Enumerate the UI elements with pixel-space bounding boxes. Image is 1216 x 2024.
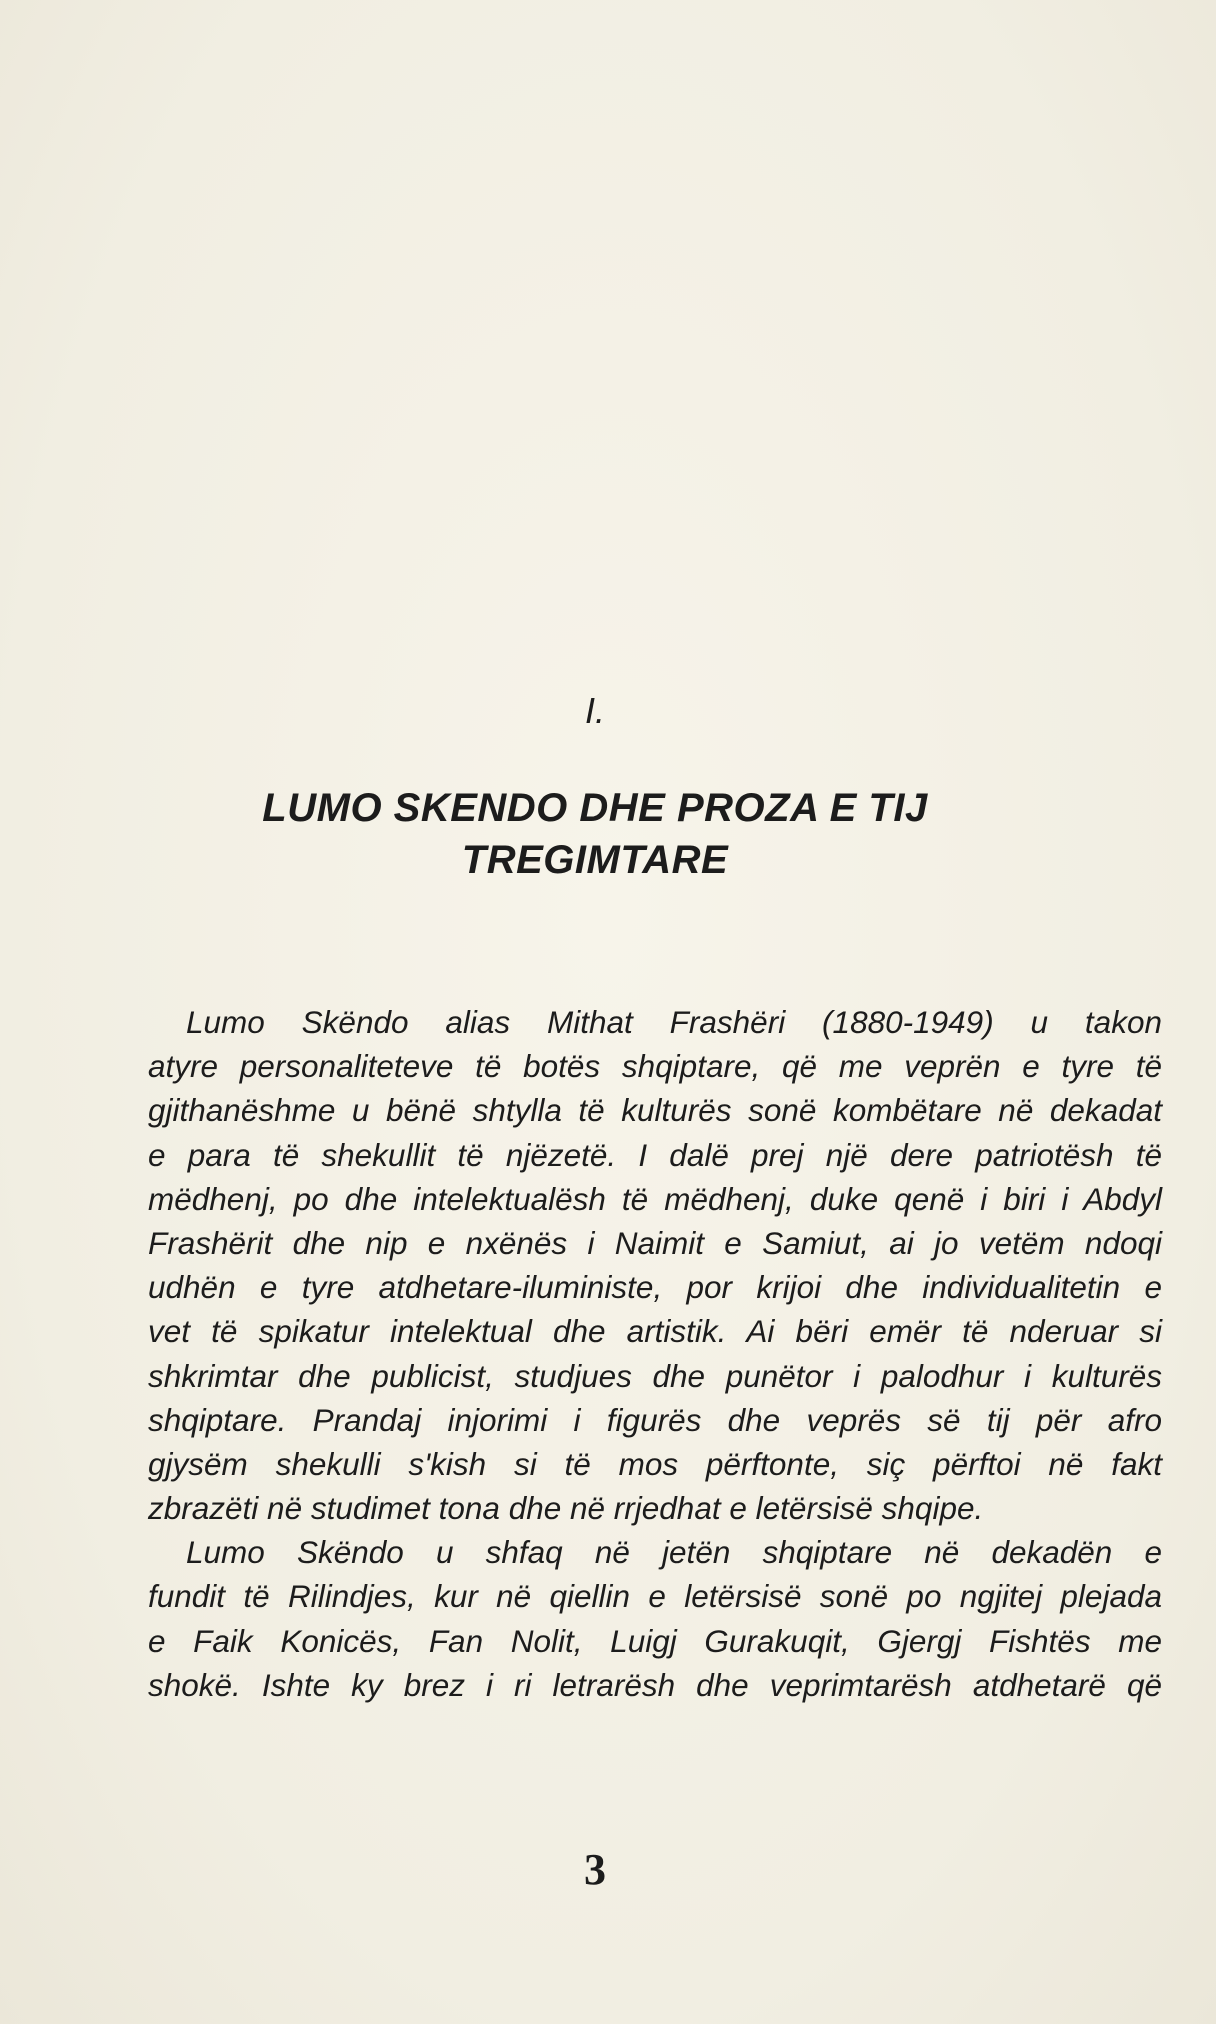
- text-line: shkrimtar dhe publicist, studjues dhe punëtor i palodhur i kulturës: [148, 1357, 1162, 1394]
- text-line: gjysëm shekulli s'kish si të mos përftonte, siç përftoi në fakt: [148, 1445, 1162, 1482]
- text-line: gjithanëshme u bënë shtylla të kulturës sonë kombëtare në dekadat: [148, 1092, 1162, 1129]
- chapter-title-line: LUMO SKENDO DHE PROZA E TIJ: [262, 786, 928, 830]
- text-line: Frashërit dhe nip e nxënës i Naimit e Samiut, ai jo vetëm ndoqi: [148, 1224, 1162, 1261]
- text-line: fundit të Rilindjes, kur në qiellin e letërsisë sonë po ngjitej plejada: [148, 1578, 1162, 1615]
- paragraph: [148, 1000, 1162, 1530]
- paragraph: [148, 1530, 1162, 1707]
- body-text: [148, 1000, 1162, 1707]
- text-line: Lumo Skëndo u shfaq në jetën shqiptare në dekadën e: [186, 1534, 1162, 1571]
- chapter-title-line: TREGIMTARE: [461, 838, 729, 882]
- chapter-number: I.: [584, 690, 605, 731]
- page-number: 3: [584, 1845, 606, 1894]
- text-line: e para të shekullit të njëzetë. I dalë prej një dere patriotësh të: [148, 1136, 1162, 1173]
- text-line: mëdhenj, po dhe intelektualësh të mëdhenj, duke qenë i biri i Abdyl: [148, 1180, 1162, 1217]
- chapter-title: [150, 782, 1040, 886]
- text-line: zbrazëti në studimet tona dhe në rrjedhat e letërsisë shqipe.: [148, 1490, 984, 1527]
- text-line: udhën e tyre atdhetare-iluministe, por krijoi dhe individualitetin e: [148, 1269, 1162, 1306]
- text-line: shokë. Ishte ky brez i ri letrarësh dhe veprimtarësh atdhetarë që: [148, 1666, 1162, 1703]
- text-line: e Faik Konicës, Fan Nolit, Luigj Gurakuqit, Gjergj Fishtës me: [148, 1622, 1162, 1659]
- text-line: Lumo Skëndo alias Mithat Frashëri (1880-1949) u takon: [186, 1004, 1162, 1040]
- text-line: shqiptare. Prandaj injorimi i figurës dhe veprës së tij për afro: [148, 1401, 1162, 1438]
- text-line: atyre personaliteteve të botës shqiptare, që me veprën e tyre të: [148, 1048, 1162, 1085]
- text-line: vet të spikatur intelektual dhe artistik. Ai bëri emër të nderuar si: [148, 1313, 1162, 1350]
